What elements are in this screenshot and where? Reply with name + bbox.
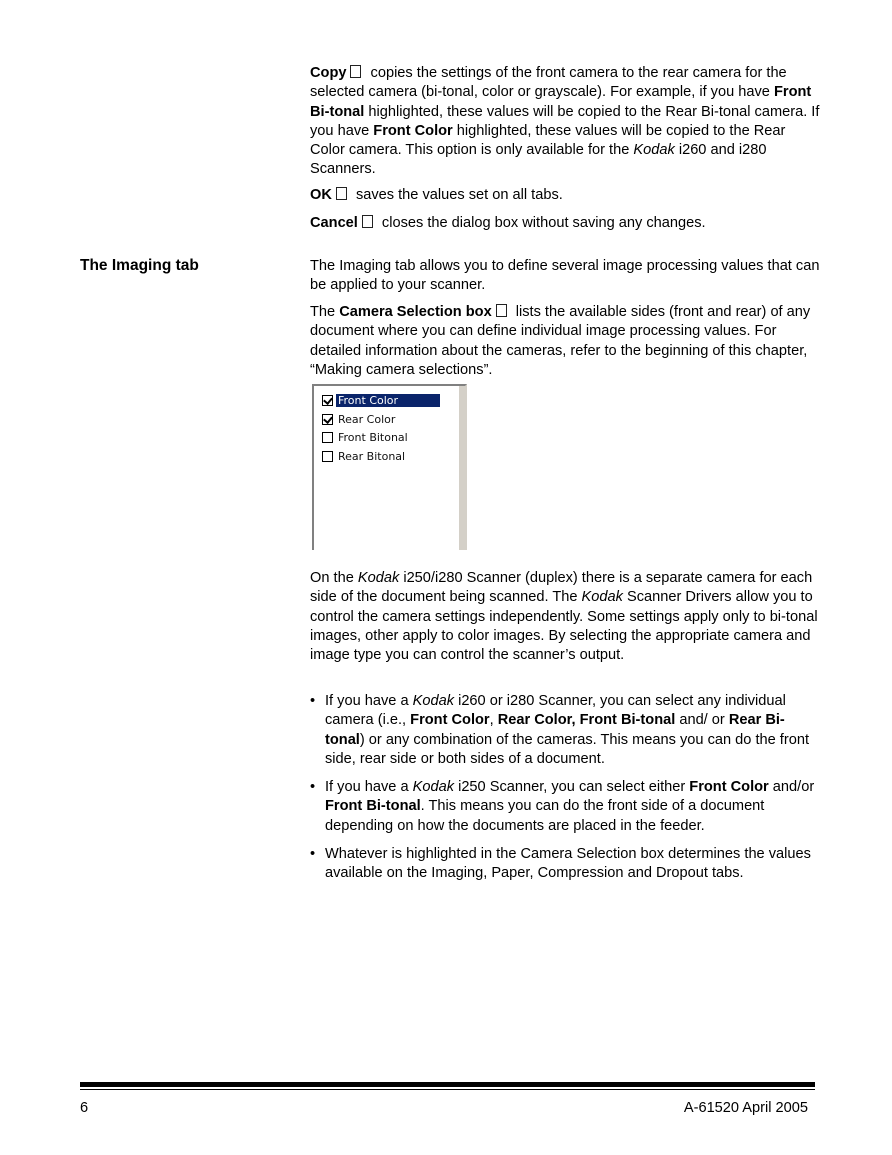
copy-bold-front-color: Front Color <box>373 122 453 139</box>
list-bold: Front Color <box>689 779 769 796</box>
camera-text: The <box>310 304 340 320</box>
camera-selection-box[interactable] <box>312 384 467 550</box>
duplex-text: i250/i280 Scanner (duplex) there is a separate camera for each side of the document being scanned. The <box>310 570 813 606</box>
copy-text: i260 and i280 Scanners. <box>310 142 767 178</box>
brand-kodak: Kodak <box>581 589 623 606</box>
list-text: i260 or i280 Scanner, you can select any individual camera (i.e., <box>325 693 786 729</box>
camera-selection-term: Camera Selection box <box>339 304 492 320</box>
cancel-term: Cancel <box>310 215 358 231</box>
document-id: A-61520 April 2005 <box>683 1100 808 1116</box>
camera-item-label: Front Bitonal <box>338 431 408 444</box>
checkbox-unchecked-icon[interactable] <box>322 432 333 443</box>
list-text: i250 Scanner, you can select either <box>454 779 690 796</box>
bullet-list <box>310 692 820 893</box>
missing-glyph-icon <box>362 215 373 228</box>
list-bold: Front Bi-tonal <box>325 798 421 815</box>
checkbox-unchecked-icon[interactable] <box>322 451 333 462</box>
camera-item-label: Rear Color <box>338 412 396 426</box>
bullet-icon: • <box>310 846 316 863</box>
page-number: 6 <box>80 1100 89 1116</box>
footer-rule <box>80 1089 815 1090</box>
list-text: If you have a <box>325 779 413 796</box>
brand-kodak: Kodak <box>357 570 400 586</box>
ok-text: saves the values set on all tabs. <box>351 187 563 203</box>
scrollbar[interactable] <box>458 386 465 550</box>
list-item <box>310 845 820 884</box>
copy-text: highlighted, these values will be copied to the Rear Color camera. This option is only available for the <box>310 122 786 159</box>
list-bold: Rear Color, Front Bi-tonal <box>497 712 676 729</box>
bullet-icon: • <box>310 693 316 709</box>
list-text: Whatever is highlighted in the Camera Selection box determines the values available on the Imaging, Paper, Compression and Dropout tabs. <box>325 846 811 882</box>
list-bold: Front Color <box>410 712 490 729</box>
copy-text: highlighted, these values will be copied to the Rear Bi-tonal camera. If you have <box>310 103 820 139</box>
missing-glyph-icon <box>336 187 347 200</box>
brand-kodak: Kodak <box>412 779 455 796</box>
bullet-icon: • <box>310 779 316 796</box>
list-text: , <box>489 712 498 729</box>
cancel-description <box>310 214 820 233</box>
list-text: ) or any combination of the cameras. This means you can do the front side, rear side or both sides of a document. <box>325 731 810 767</box>
ok-description <box>310 186 820 205</box>
list-text: and/ or <box>675 712 729 729</box>
copy-bold-front-bitonal: Front Bi-tonal <box>310 84 812 120</box>
duplex-text: On the <box>310 570 358 586</box>
camera-item-rear-color[interactable] <box>322 411 462 428</box>
missing-glyph-icon <box>350 65 361 78</box>
camera-selection-description <box>310 303 820 380</box>
camera-item-front-bitonal[interactable] <box>322 429 462 446</box>
list-item <box>310 692 820 769</box>
brand-kodak: Kodak <box>633 142 675 159</box>
duplex-text: Scanner Drivers allow you to control the camera settings independently. Some settings apply only to bi-tonal images, other apply to color images. By selecting the appropriate camera and image type you can control the scanner’s output. <box>310 589 818 664</box>
camera-item-label: Front Color <box>336 394 440 407</box>
checkbox-checked-icon[interactable] <box>322 395 333 406</box>
cancel-text: closes the dialog box without saving any changes. <box>377 215 706 231</box>
list-text: . This means you can do the front side of a document depending on how the documents are placed in the feeder. <box>325 798 765 834</box>
ok-term: OK <box>310 187 332 203</box>
camera-item-rear-bitonal[interactable] <box>322 448 462 465</box>
camera-item-front-color[interactable] <box>322 392 462 409</box>
brand-kodak: Kodak <box>412 693 455 709</box>
missing-glyph-icon <box>496 304 507 317</box>
checkbox-checked-icon[interactable] <box>322 414 333 425</box>
imaging-intro: The Imaging tab allows you to define several image processing values that can be applied to your scanner. <box>310 258 820 294</box>
footer-rule <box>80 1082 815 1087</box>
list-bold: Rear Bi-tonal <box>325 712 785 748</box>
copy-term: Copy <box>310 65 347 81</box>
camera-item-label: Rear Bitonal <box>338 449 406 463</box>
camera-text: lists the available sides (front and rear) of any document where you can define individual image processing values. For detailed information about the cameras, refer to the beginning of this chapter, “Making camera selections”. <box>310 304 811 378</box>
copy-text: copies the settings of the front camera to the rear camera for the selected camera (bi-tonal, color or grayscale). For example, if you have <box>310 65 787 101</box>
list-text: and/or <box>768 779 815 796</box>
list-text: If you have a <box>325 693 413 709</box>
list-item <box>310 778 820 836</box>
duplex-paragraph <box>310 569 820 665</box>
section-heading: The Imaging tab <box>80 257 199 274</box>
copy-description <box>310 64 820 180</box>
